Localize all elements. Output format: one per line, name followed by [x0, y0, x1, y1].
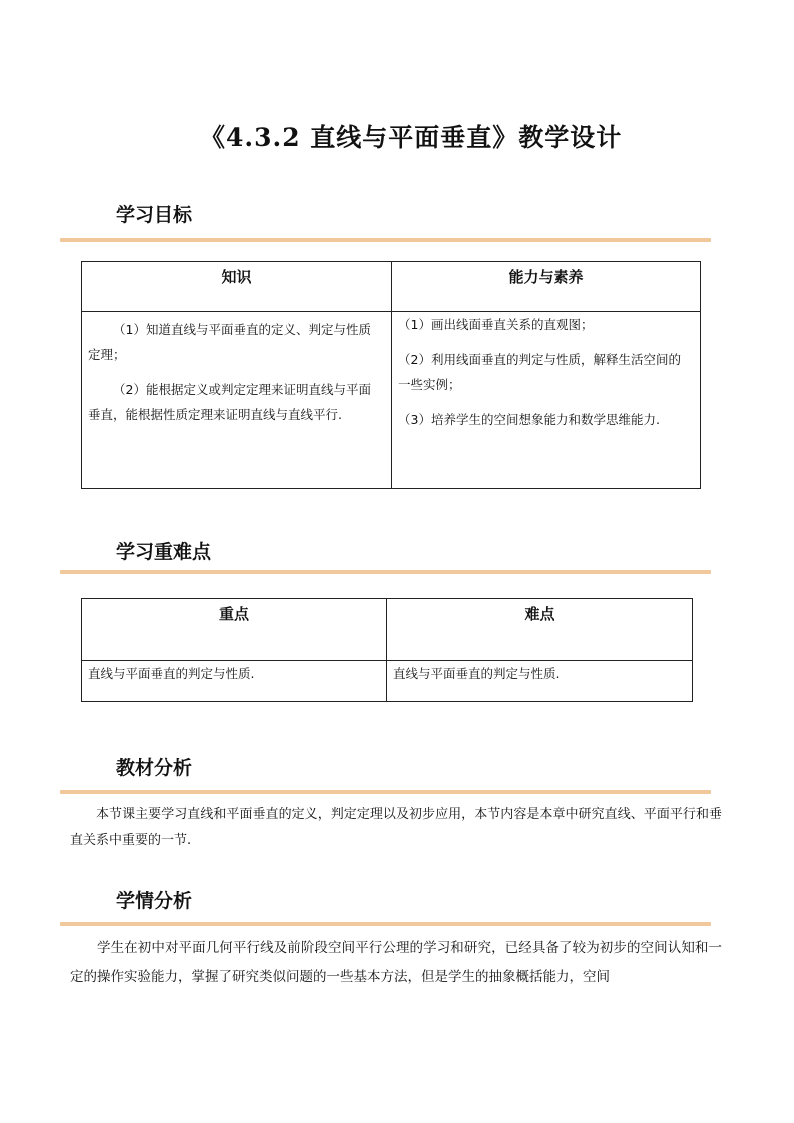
key-point-text: 直线与平面垂直的判定与性质. — [88, 666, 255, 681]
key-point-cell — [82, 661, 387, 702]
knowledge-cell — [82, 312, 392, 489]
key-points-table — [81, 598, 693, 702]
section-heading-textbook-analysis: 教材分析 — [116, 757, 193, 779]
difficulty-text: 直线与平面垂直的判定与性质. — [393, 666, 560, 681]
table-header-ability: 能力与素养 — [392, 262, 701, 312]
document-title: 《4.3.2 直线与平面垂直》教学设计 — [200, 123, 623, 152]
textbook-analysis-text: 本节课主要学习直线和平面垂直的定义，判定定理以及初步应用，本节内容是本章中研究直线、平面平行和垂直关系中重要的一节. — [70, 807, 722, 848]
student-analysis-text: 学生在初中对平面几何平行线及前阶段空间平行公理的学习和研究，已经具备了较为初步的空间认知和一定的操作实验能力，掌握了研究类似问题的一些基本方法，但是学生的抽象概括能力，空间 — [70, 940, 722, 985]
ability-item: （2）利用线面垂直的判定与性质，解释生活空间的一些实例； — [398, 352, 681, 392]
section-divider — [60, 922, 711, 926]
table-header-key: 重点 — [82, 599, 387, 661]
table-header-difficulty: 难点 — [387, 599, 693, 661]
section-divider — [60, 238, 711, 242]
ability-item: （1）画出线面垂直关系的直观图； — [398, 317, 594, 332]
section-heading-student-analysis: 学情分析 — [116, 890, 193, 912]
ability-item: （3）培养学生的空间想象能力和数学思维能力. — [398, 412, 660, 427]
section-divider — [60, 790, 711, 794]
knowledge-item: （2）能根据定义或判定定理来证明直线与平面垂直，能根据性质定理来证明直线与直线平行. — [88, 382, 371, 422]
knowledge-item: （1）知道直线与平面垂直的定义、判定与性质定理； — [88, 322, 371, 362]
table-header-knowledge: 知识 — [82, 262, 392, 312]
difficulty-cell — [387, 661, 693, 702]
section-heading-objectives: 学习目标 — [116, 204, 193, 226]
objectives-table — [81, 261, 701, 489]
section-heading-key-points: 学习重难点 — [116, 541, 212, 563]
section-divider — [60, 570, 711, 574]
ability-cell — [392, 312, 701, 489]
